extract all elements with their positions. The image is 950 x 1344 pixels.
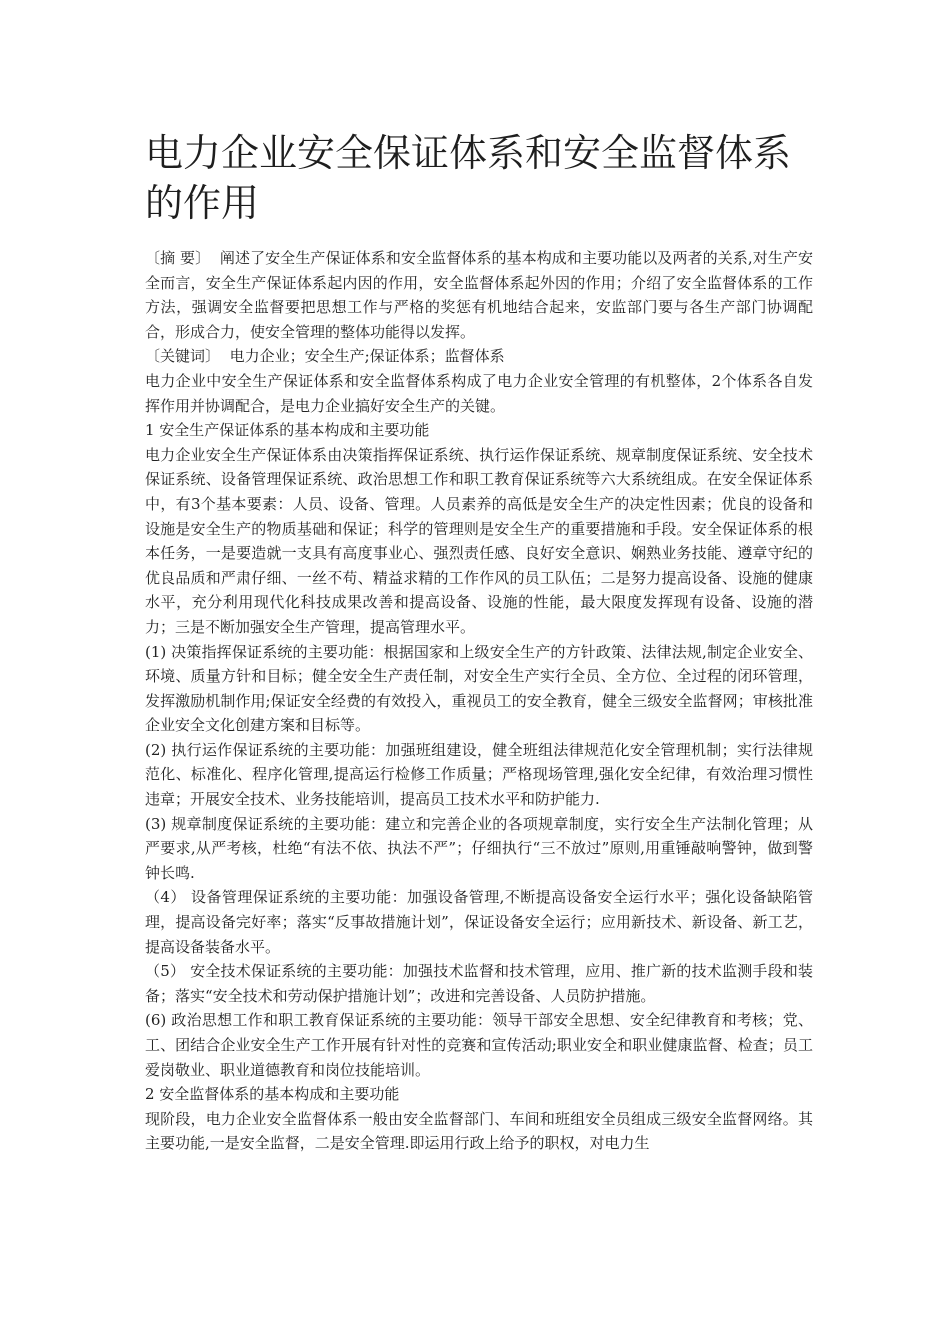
list-item-2: (2) 执行运作保证系统的主要功能：加强班组建设，健全班组法律规范化安全管理机制；实行法律规范化、标准化、程序化管理,提高运行检修工作质量；严格现场管理,强化安全纪律，有效治理习惯性违章；开展安全技术、业务技能培训，提高员工技术水平和防护能力. — [145, 740, 813, 809]
list-item-1: (1) 决策指挥保证系统的主要功能：根据国家和上级安全生产的方针政策、法律法规,制定企业安全、环境、质量方针和目标；健全安全生产责任制，对安全生产实行全员、全方位、全过程的闭环管理，发挥激励机制作用;保证安全经费的有效投入，重视员工的安全教育，健全三级安全监督网；审核批准企业安全文化创建方案和目标等。 — [145, 642, 813, 735]
list-item-3: (3) 规章制度保证系统的主要功能：建立和完善企业的各项规章制度，实行安全生产法制化管理；从严要求,从严考核，杜绝“有法不依、执法不严”；仔细执行“三不放过”原则,用重锤敲响警钟，做到警钟长鸣. — [145, 814, 813, 882]
list-item-5: （5） 安全技术保证系统的主要功能：加强技术监督和技术管理，应用、推广新的技术监测手段和装备；落实“安全技术和劳动保护措施计划”；改进和完善设备、人员防护措施。 — [145, 962, 813, 1005]
list-item-6: (6) 政治思想工作和职工教育保证系统的主要功能：领导干部安全思想、安全纪律教育和考核；党、工、团结合企业安全生产工作开展有针对性的竞赛和宣传活动;职业安全和职业健康监督、检查；员工爱岗敬业、职业道德教育和岗位技能培训。 — [145, 1011, 813, 1079]
list-item-4: （4） 设备管理保证系统的主要功能：加强设备管理,不断提高设备安全运行水平；强化设备缺陷管理，提高设备完好率；落实“反事故措施计划”，保证设备安全运行；应用新技术、新设备、新工艺，提高设备装备水平。 — [145, 888, 813, 956]
keywords-label: 〔关键词〕 — [145, 347, 221, 366]
section2-paragraph: 现阶段，电力企业安全监督体系一般由安全监督部门、车间和班组安全员组成三级安全监督网络。其主要功能,一是安全监督，二是安全管理.即运用行政上给予的职权，对电力生 — [145, 1109, 813, 1153]
abstract-text: 阐述了安全生产保证体系和安全监督体系的基本构成和主要功能以及两者的关系,对生产安全而言，安全生产保证体系起内因的作用，安全监督体系起外因的作用；介绍了安全监督体系的工作方法，强调安全监督要把思想工作与严格的奖惩有机地结合起来，安监部门要与各生产部门协调配合，形成合力，使安全管理的整体功能得以发挥。 — [145, 249, 813, 341]
document-title: 电力企业安全保证体系和安全监督体系的作用 — [145, 131, 792, 225]
keywords-paragraph — [145, 344, 813, 369]
section1-paragraph: 电力企业安全生产保证体系由决策指挥保证系统、执行运作保证系统、规章制度保证系统、安全技术保证系统、设备管理保证系统、政治思想工作和职工教育保证系统等六大系统组成。在安全保证体系中，有3个基本要素：人员、设备、管理。人员素养的高低是安全生产的决定性因素；优良的设备和设施是安全生产的物质基础和保证；科学的管理则是安全生产的重要措施和手段。安全保证体系的根本任务，一是要造就一支具有高度事业心、强烈责任感、良好安全意识、娴熟业务技能、遵章守纪的优良品质和严肃仔细、一丝不苟、精益求精的工作作风的员工队伍；二是努力提高设备、设施的健康水平，充分利用现代化科技成果改善和提高设备、设施的性能，最大限度发挥现有设备、设施的潜力；三是不断加强安全生产管理，提高管理水平。 — [145, 445, 813, 636]
section2-heading: 2 安全监督体系的基本构成和主要功能 — [145, 1085, 400, 1104]
document-page — [145, 128, 813, 1156]
intro-paragraph: 电力企业中安全生产保证体系和安全监督体系构成了电力企业安全管理的有机整体，2个体系各自发挥作用并协调配合，是电力企业搞好安全生产的关键。 — [145, 371, 813, 415]
abstract-label: 〔摘 要〕 — [145, 249, 211, 267]
abstract-paragraph — [145, 246, 813, 344]
section1-heading: 1 安全生产保证体系的基本构成和主要功能 — [145, 421, 430, 440]
document-body — [145, 246, 813, 1156]
keywords-text: 电力企业；安全生产;保证体系；监督体系 — [229, 347, 505, 366]
